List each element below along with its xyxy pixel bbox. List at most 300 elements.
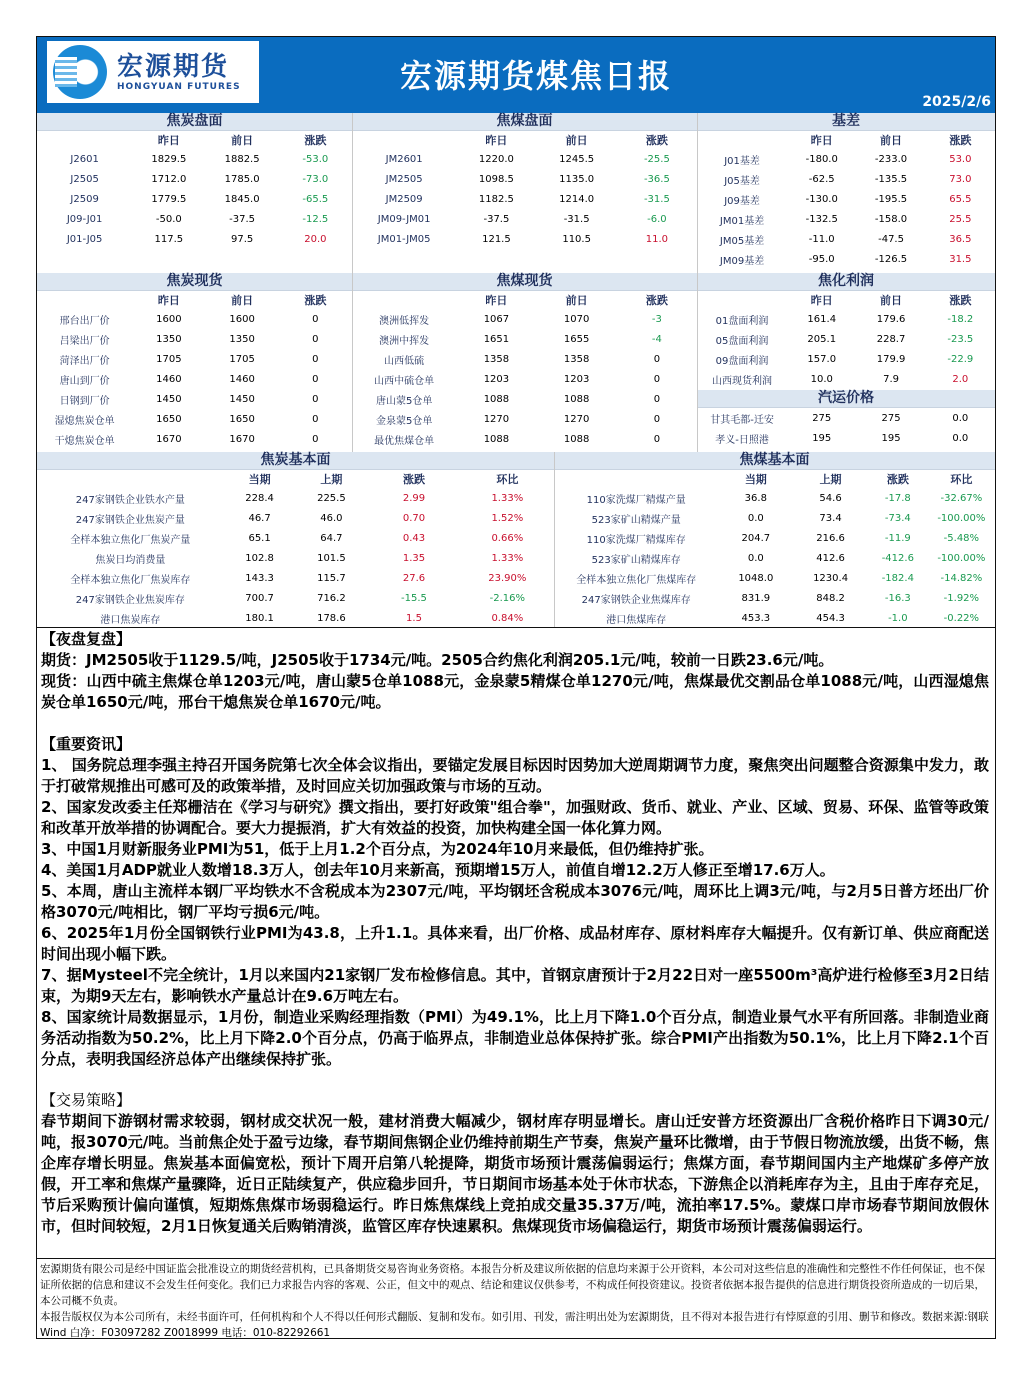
cell-value: 1705 — [156, 353, 182, 365]
logo-mark-icon — [53, 45, 107, 99]
table-row — [37, 608, 554, 628]
cell-value: -180.0 — [805, 153, 838, 165]
divider — [352, 113, 353, 452]
cell-value: 157.0 — [807, 353, 837, 365]
column-header: 昨日 — [157, 294, 180, 307]
column-header-row — [352, 291, 697, 309]
row-label: 甘其毛都-迁安 — [710, 414, 774, 426]
cell-value: 205.1 — [807, 333, 837, 345]
row-label: 247家钢铁企业焦煤库存 — [581, 594, 691, 606]
disclaimer — [37, 1258, 995, 1339]
row-label: JM01-JM05 — [377, 233, 431, 245]
row-label: 山西中硫仓单 — [374, 375, 435, 387]
table-row — [352, 149, 697, 169]
section-title: 焦化利润 — [697, 273, 995, 291]
table-row — [37, 568, 554, 588]
cell-value: -32.67% — [940, 492, 983, 504]
cell-value: 1230.4 — [813, 572, 849, 584]
cell-value: 0.0 — [747, 552, 764, 564]
row-label: JM2505 — [385, 173, 423, 185]
cell-value: -195.5 — [874, 193, 908, 205]
row-label: 全样本独立焦化厂焦炭库存 — [70, 574, 191, 586]
table-row — [697, 349, 995, 369]
cell-value: -11.0 — [808, 233, 835, 245]
column-header-row — [554, 470, 995, 488]
cell-value: 1088 — [483, 393, 510, 405]
cell-value: -233.0 — [874, 153, 908, 165]
row-label: 山西现货利润 — [712, 375, 773, 387]
cell-value: -23.5 — [947, 333, 974, 345]
cell-value: 1350 — [156, 333, 182, 345]
row-label: 01盘面利润 — [715, 315, 769, 327]
cell-value: 0 — [312, 393, 319, 405]
table-row — [554, 548, 995, 568]
cell-value: 0.66% — [491, 532, 524, 544]
cell-value: 10.0 — [810, 373, 833, 385]
cell-value: 121.5 — [482, 233, 511, 245]
row-label: 日钢到厂价 — [59, 395, 110, 407]
table-row — [697, 229, 995, 249]
cell-value: 0.0 — [952, 412, 969, 424]
column-header: 涨跌 — [949, 134, 972, 147]
table-row — [554, 528, 995, 548]
column-header-row — [37, 131, 352, 149]
cell-value: -15.5 — [401, 592, 427, 604]
cell-value: -135.5 — [874, 173, 908, 185]
row-label: 湿熄焦炭仓单 — [54, 415, 115, 427]
table-row — [352, 309, 697, 329]
freight-table — [697, 390, 995, 448]
cell-value: -158.0 — [874, 213, 908, 225]
table-row — [554, 488, 995, 508]
column-header: 涨跌 — [645, 134, 668, 147]
cell-value: 1670 — [229, 433, 255, 445]
cell-value: 1358 — [483, 353, 510, 365]
cell-value: -100.00% — [937, 512, 986, 524]
daily-report-page — [36, 36, 996, 1339]
cell-value: -2.16% — [489, 592, 526, 604]
cell-value: -31.5 — [643, 193, 670, 205]
cell-value: -132.5 — [805, 213, 838, 225]
cell-value: 1135.0 — [559, 173, 595, 185]
row-label: 邢台出厂价 — [59, 315, 110, 327]
cell-value: 1712.0 — [151, 173, 187, 185]
table-row — [37, 508, 554, 528]
report-date: 2025/2/6 — [922, 94, 991, 110]
row-label: J09基差 — [724, 195, 760, 207]
row-label: JM09基差 — [719, 255, 765, 267]
divider — [554, 452, 555, 627]
row-label: 港口焦炭库存 — [100, 614, 161, 626]
cell-value: -14.82% — [940, 572, 983, 584]
cell-value: 204.7 — [741, 532, 771, 544]
table-row — [352, 329, 697, 349]
news-section — [41, 734, 989, 1070]
cell-value: -6.0 — [647, 213, 667, 225]
cell-value: 0.0 — [952, 432, 969, 444]
cell-value: 0.0 — [747, 512, 764, 524]
cell-value: 1220.0 — [478, 153, 514, 165]
cell-value: -100.00% — [937, 552, 986, 564]
cell-value: -17.8 — [884, 492, 911, 504]
cell-value: 54.6 — [819, 492, 842, 504]
table-row — [37, 309, 352, 329]
cell-value: 1.33% — [491, 492, 524, 504]
news-title: 【重要资讯】 — [41, 735, 132, 753]
column-header-row — [352, 131, 697, 149]
news-item: 8、国家统计局数据显示，1月份，制造业采购经理指数（PMI）为49.1%，比上月下降1.0个百分点，制造业景气水平有所回落。非制造业商务活动指数为50.2%，比上月下降2.0个百分点，仍高于临界点，非制造业总体保持扩张。综合PMI产出指数为50.1%，比上月下降2.1个百分点，表明我国经济总体产出继续保持扩张。 — [41, 1008, 989, 1068]
table-row — [352, 409, 697, 429]
cell-value: 0 — [653, 413, 661, 425]
report-header — [37, 37, 995, 113]
strategy-section — [41, 1090, 989, 1237]
cell-value: -16.3 — [884, 592, 911, 604]
column-header: 前日 — [231, 134, 254, 147]
cell-value: 1098.5 — [478, 173, 514, 185]
row-label: J2509 — [70, 193, 99, 205]
column-header-row — [37, 470, 554, 488]
row-label: 最优焦煤仓单 — [374, 435, 435, 447]
cell-value: 46.0 — [320, 512, 343, 524]
cell-value: 36.5 — [949, 233, 972, 245]
cell-value: 0 — [312, 433, 319, 445]
table-row — [37, 329, 352, 349]
cell-value: 848.2 — [816, 592, 845, 604]
strategy-title: 【交易策略】 — [41, 1091, 132, 1109]
cell-value: 1651 — [483, 333, 510, 345]
copyright-text: 本报告版权仅为本公司所有，未经书面许可，任何机构和个人不得以任何形式翻版、复制和发布。如引用、刊发，需注明出处为宏源期货，且不得对本报告进行有悖原意的引用、删节和修改。数据来源:钢联 Wind 白净：F03097282 Z0018999 电话：010-82292661 — [40, 1311, 989, 1339]
cell-value: -37.5 — [483, 213, 510, 225]
cell-value: 1600 — [156, 313, 182, 325]
cell-value: 117.5 — [154, 233, 184, 245]
column-header: 昨日 — [485, 134, 508, 147]
cell-value: 1882.5 — [224, 153, 260, 165]
table-row — [554, 508, 995, 528]
table-row — [554, 588, 995, 608]
cell-value: 0 — [312, 333, 319, 345]
cell-value: -47.5 — [878, 233, 904, 245]
column-header-row — [37, 291, 352, 309]
row-label: J01-J05 — [66, 233, 103, 245]
row-label: 247家钢铁企业焦炭产量 — [75, 514, 185, 526]
cell-value: 115.7 — [317, 572, 346, 584]
news-item: 7、据Mysteel不完全统计，1月以来国内21家钢厂发布检修信息。其中，首钢京唐预计于2月22日对一座5500m³高炉进行检修至3月2日结束，为期9天左右，影响铁水产量总计在9.6万吨左右。 — [41, 966, 989, 1005]
cell-value: -50.0 — [155, 213, 182, 225]
cell-value: 454.3 — [816, 612, 845, 624]
table-row — [697, 369, 995, 389]
column-header: 昨日 — [810, 294, 833, 307]
table-row — [352, 229, 697, 249]
cell-value: 1450 — [229, 393, 255, 405]
cell-value: -36.5 — [643, 173, 670, 185]
cell-value: 1270 — [563, 413, 590, 425]
cell-value: 180.1 — [245, 612, 274, 624]
row-label: 247家钢铁企业焦炭库存 — [75, 594, 185, 606]
company-logo — [47, 41, 259, 103]
section-title: 焦煤现货 — [352, 273, 697, 291]
cell-value: 179.6 — [876, 313, 906, 325]
strategy-text: 春节期间下游钢材需求较弱，钢材成交状况一般，建材消费大幅减少，钢材库存明显增长。唐山迁安普方坯资源出厂含税价格昨日下调30元/吨，报3070元/吨。当前焦企处于盈亏边缘，春节期间焦钢企业仍维持前期生产节奏，焦炭产量环比微增，由于节假日物流放缓，出货不畅，焦企库存增长明显。焦炭基本面偏宽松，预计下周开启第八轮提降，期货市场预计震荡偏弱运行；焦煤方面，春节期间国内主产地煤矿多停产放假，开工率和焦煤产量骤降，近日正陆续复产，供应稳步回升，节日期间市场基本处于休市状态，下游焦企以消耗库存为主，且由于库存充足，节后采购预计偏向谨慎，短期炼焦煤市场弱稳运行。昨日炼焦煤线上竞拍成交量35.37万/吨，流拍率17.5%。蒙煤口岸市场春节期间放假休市，但时间较短，2月1日恢复通关后购销清淡，监管区库存快速累积。焦煤现货市场偏稳运行，期货市场预计震荡偏弱运行。 — [41, 1112, 989, 1235]
cell-value: -12.5 — [302, 213, 329, 225]
cell-value: 453.3 — [741, 612, 771, 624]
section-title: 焦煤盘面 — [352, 113, 697, 131]
row-label: 干熄焦炭仓单 — [54, 435, 115, 447]
cell-value: 700.7 — [245, 592, 274, 604]
table-row — [352, 429, 697, 449]
cell-value: 53.0 — [949, 153, 972, 165]
section-title: 汽运价格 — [697, 390, 995, 408]
table-row — [697, 209, 995, 229]
table-row — [37, 548, 554, 568]
cell-value: 7.9 — [883, 373, 899, 385]
cell-value: 25.5 — [949, 213, 972, 225]
cell-value: 1785.0 — [224, 173, 260, 185]
cell-value: -1.92% — [943, 592, 980, 604]
cell-value: 0 — [653, 373, 661, 385]
table-row — [554, 568, 995, 588]
table-row — [554, 608, 995, 628]
table-row — [37, 409, 352, 429]
column-header-row — [697, 291, 995, 309]
table-row — [352, 209, 697, 229]
row-label: 澳洲中挥发 — [379, 335, 430, 347]
column-header: 上期 — [819, 473, 842, 486]
table-row — [352, 349, 697, 369]
cell-value: -126.5 — [874, 253, 908, 265]
coke-fundamentals-table — [37, 452, 554, 628]
cell-value: 1067 — [483, 313, 510, 325]
table-row — [37, 229, 352, 249]
cell-value: -65.5 — [302, 193, 329, 205]
cell-value: 0 — [312, 313, 319, 325]
coke-spot-table — [37, 273, 352, 449]
table-row — [37, 209, 352, 229]
cell-value: 1650 — [156, 413, 182, 425]
column-header: 涨跌 — [645, 294, 668, 307]
cell-value: -5.48% — [943, 532, 980, 544]
row-label: 吕梁出厂价 — [59, 335, 110, 347]
table-row — [352, 369, 697, 389]
cell-value: 36.8 — [744, 492, 767, 504]
column-header: 涨跌 — [949, 294, 972, 307]
table-row — [697, 428, 995, 448]
cell-value: 1779.5 — [151, 193, 187, 205]
cell-value: 216.6 — [816, 532, 845, 544]
report-title: 宏源期货煤焦日报 — [399, 57, 672, 95]
column-header: 涨跌 — [304, 134, 327, 147]
cell-value: 143.3 — [245, 572, 274, 584]
cell-value: -182.4 — [881, 572, 914, 584]
row-label: 全样本独立焦化厂焦煤库存 — [576, 574, 697, 586]
cell-value: -3 — [651, 313, 662, 325]
cell-value: 1650 — [229, 413, 255, 425]
cell-value: 65.5 — [949, 193, 972, 205]
cell-value: 412.6 — [816, 552, 845, 564]
table-row — [697, 408, 995, 428]
cell-value: 0.70 — [402, 512, 426, 524]
cell-value: 73.4 — [819, 512, 842, 524]
column-header-row — [697, 131, 995, 149]
cell-value: 1088 — [483, 433, 510, 445]
night-review-line: 期货：JM2505收于1129.5/吨，J2505收于1734元/吨。2505合约焦化利润205.1元/吨，较前一日跌23.6元/吨。 — [41, 651, 834, 669]
cell-value: 275 — [881, 412, 901, 424]
row-label: J2601 — [70, 153, 99, 165]
row-label: 港口焦煤库存 — [606, 614, 667, 626]
section-title: 焦炭盘面 — [37, 113, 352, 131]
column-header: 昨日 — [485, 294, 508, 307]
cell-value: 1655 — [563, 333, 590, 345]
cell-value: 0 — [653, 433, 661, 445]
cell-value: 195 — [881, 432, 901, 444]
table-row — [37, 169, 352, 189]
cell-value: 1460 — [229, 373, 255, 385]
divider — [37, 627, 995, 628]
cell-value: 1088 — [563, 433, 590, 445]
column-header: 当期 — [744, 473, 767, 486]
cell-value: 2.99 — [402, 492, 426, 504]
cell-value: 101.5 — [317, 552, 346, 564]
coal-fundamentals-table — [554, 452, 995, 628]
cell-value: 11.0 — [645, 233, 669, 245]
table-row — [37, 149, 352, 169]
cell-value: -25.5 — [643, 153, 670, 165]
cell-value: -73.4 — [884, 512, 911, 524]
cell-value: 0 — [312, 353, 319, 365]
night-review-section — [41, 629, 989, 713]
cell-value: 102.8 — [245, 552, 274, 564]
row-label: J2505 — [70, 173, 99, 185]
night-review-line: 现货：山西中硫主焦煤仓单1203元/吨，唐山蒙5仓单1088元，金泉蒙5精煤仓单1270元/吨，焦煤最优交割品仓单1088元/吨，山西湿熄焦炭仓单1650元/吨，邢台干熄焦炭仓单1670元/吨。 — [41, 672, 989, 711]
cell-value: 1048.0 — [738, 572, 774, 584]
row-label: 523家矿山精煤产量 — [591, 514, 681, 526]
cell-value: -11.9 — [884, 532, 911, 544]
cell-value: 1845.0 — [224, 193, 260, 205]
row-label: 澳洲低挥发 — [379, 315, 430, 327]
cell-value: 1203 — [563, 373, 590, 385]
cell-value: 1214.0 — [559, 193, 595, 205]
table-row — [352, 189, 697, 209]
table-row — [37, 369, 352, 389]
coke-futures-table — [37, 113, 352, 249]
section-title: 基差 — [697, 113, 995, 131]
column-header: 昨日 — [157, 134, 180, 147]
cell-value: -18.2 — [947, 313, 974, 325]
cell-value: 1.35 — [402, 552, 426, 564]
column-header: 前日 — [880, 294, 903, 307]
column-header: 前日 — [565, 294, 588, 307]
cell-value: 1182.5 — [478, 193, 514, 205]
row-label: 唐山到厂价 — [59, 375, 110, 387]
row-label: 孝义-日照港 — [715, 434, 769, 446]
cell-value: 1450 — [156, 393, 182, 405]
table-row — [697, 249, 995, 269]
row-label: 山西低硫 — [384, 355, 425, 367]
cell-value: 1.33% — [491, 552, 524, 564]
row-label: 全样本独立焦化厂焦炭产量 — [70, 534, 191, 546]
coal-futures-table — [352, 113, 697, 249]
cell-value: -95.0 — [808, 253, 835, 265]
table-row — [697, 149, 995, 169]
row-label: 110家洗煤厂精煤产量 — [586, 494, 686, 506]
row-label: 247家钢铁企业铁水产量 — [75, 494, 185, 506]
table-row — [37, 588, 554, 608]
logo-en-text: HONGYUAN FUTURES — [117, 82, 241, 92]
table-row — [352, 389, 697, 409]
row-label: JM2601 — [385, 153, 423, 165]
cell-value: -4 — [651, 333, 662, 345]
logo-cn-text: 宏源期货 — [117, 52, 230, 82]
column-header: 涨跌 — [304, 294, 327, 307]
column-header: 涨跌 — [886, 473, 909, 486]
cell-value: 1245.5 — [559, 153, 595, 165]
row-label: 焦炭日均消费量 — [95, 554, 166, 566]
table-row — [37, 189, 352, 209]
cell-value: 178.6 — [317, 612, 346, 624]
row-label: JM2509 — [385, 193, 423, 205]
cell-value: -37.5 — [229, 213, 256, 225]
cell-value: 110.5 — [562, 233, 591, 245]
cell-value: -53.0 — [302, 153, 329, 165]
cell-value: 73.0 — [949, 173, 972, 185]
cell-value: 716.2 — [317, 592, 346, 604]
disclaimer-text: 宏源期货有限公司是经中国证监会批准设立的期货经营机构，已具备期货交易咨询业务资格。本报告分析及建议所依据的信息均来源于公开资料，本公司对这些信息的准确性和完整性不作任何保证，也不保证所依据的信息和建议不会发生任何变化。我们已力求报告内容的客观、公正，但文中的观点、结论和建议仅供参考，不构成任何投资建议。投资者依据本报告提供的信息进行期货投资所造成的一切后果，本公司概不负责。 — [40, 1263, 985, 1307]
cell-value: 27.6 — [402, 572, 426, 584]
column-header: 前日 — [231, 294, 254, 307]
cell-value: -22.9 — [947, 353, 974, 365]
column-header: 前日 — [565, 134, 588, 147]
cell-value: 64.7 — [320, 532, 343, 544]
row-label: JM05基差 — [719, 235, 765, 247]
cell-value: -73.0 — [302, 173, 329, 185]
section-title: 焦炭基本面 — [37, 452, 554, 470]
cell-value: 831.9 — [741, 592, 771, 604]
cell-value: 228.4 — [245, 492, 274, 504]
cell-value: 0 — [312, 413, 319, 425]
column-header: 环比 — [496, 473, 519, 486]
cell-value: 0 — [653, 353, 661, 365]
column-header: 涨跌 — [402, 473, 425, 486]
cell-value: -0.22% — [943, 612, 980, 624]
cell-value: 228.7 — [876, 333, 906, 345]
cell-value: 0 — [312, 373, 319, 385]
divider — [697, 113, 698, 452]
section-title: 焦炭现货 — [37, 273, 352, 291]
column-header: 环比 — [950, 473, 973, 486]
cell-value: 1600 — [229, 313, 255, 325]
cell-value: 1270 — [483, 413, 510, 425]
column-header: 昨日 — [810, 134, 833, 147]
basis-table — [697, 113, 995, 269]
cell-value: 0.43 — [402, 532, 426, 544]
news-item: 1、 国务院总理李强主持召开国务院第七次全体会议指出，要锚定发展目标因时因势加大逆周期调节力度，聚焦突出问题整合资源集中发力，敢于打破常规推出可感可及的政策举措，及时回应关切加强政策与市场的互动。 — [41, 756, 989, 795]
row-label: 523家矿山精煤库存 — [591, 554, 681, 566]
cell-value: 1070 — [563, 313, 590, 325]
night-review-title: 【夜盘复盘】 — [41, 630, 132, 648]
cell-value: 1670 — [156, 433, 182, 445]
column-header: 当期 — [248, 473, 271, 486]
cell-value: 1.5 — [406, 612, 422, 624]
table-row — [37, 488, 554, 508]
cell-value: 1358 — [563, 353, 590, 365]
cell-value: 20.0 — [304, 233, 327, 245]
section-title: 焦煤基本面 — [554, 452, 995, 470]
cell-value: -62.5 — [808, 173, 835, 185]
cell-value: -31.5 — [563, 213, 590, 225]
cell-value: 225.5 — [317, 492, 346, 504]
cell-value: 1203 — [483, 373, 510, 385]
cell-value: 1460 — [156, 373, 182, 385]
row-label: J09-J01 — [66, 213, 103, 225]
